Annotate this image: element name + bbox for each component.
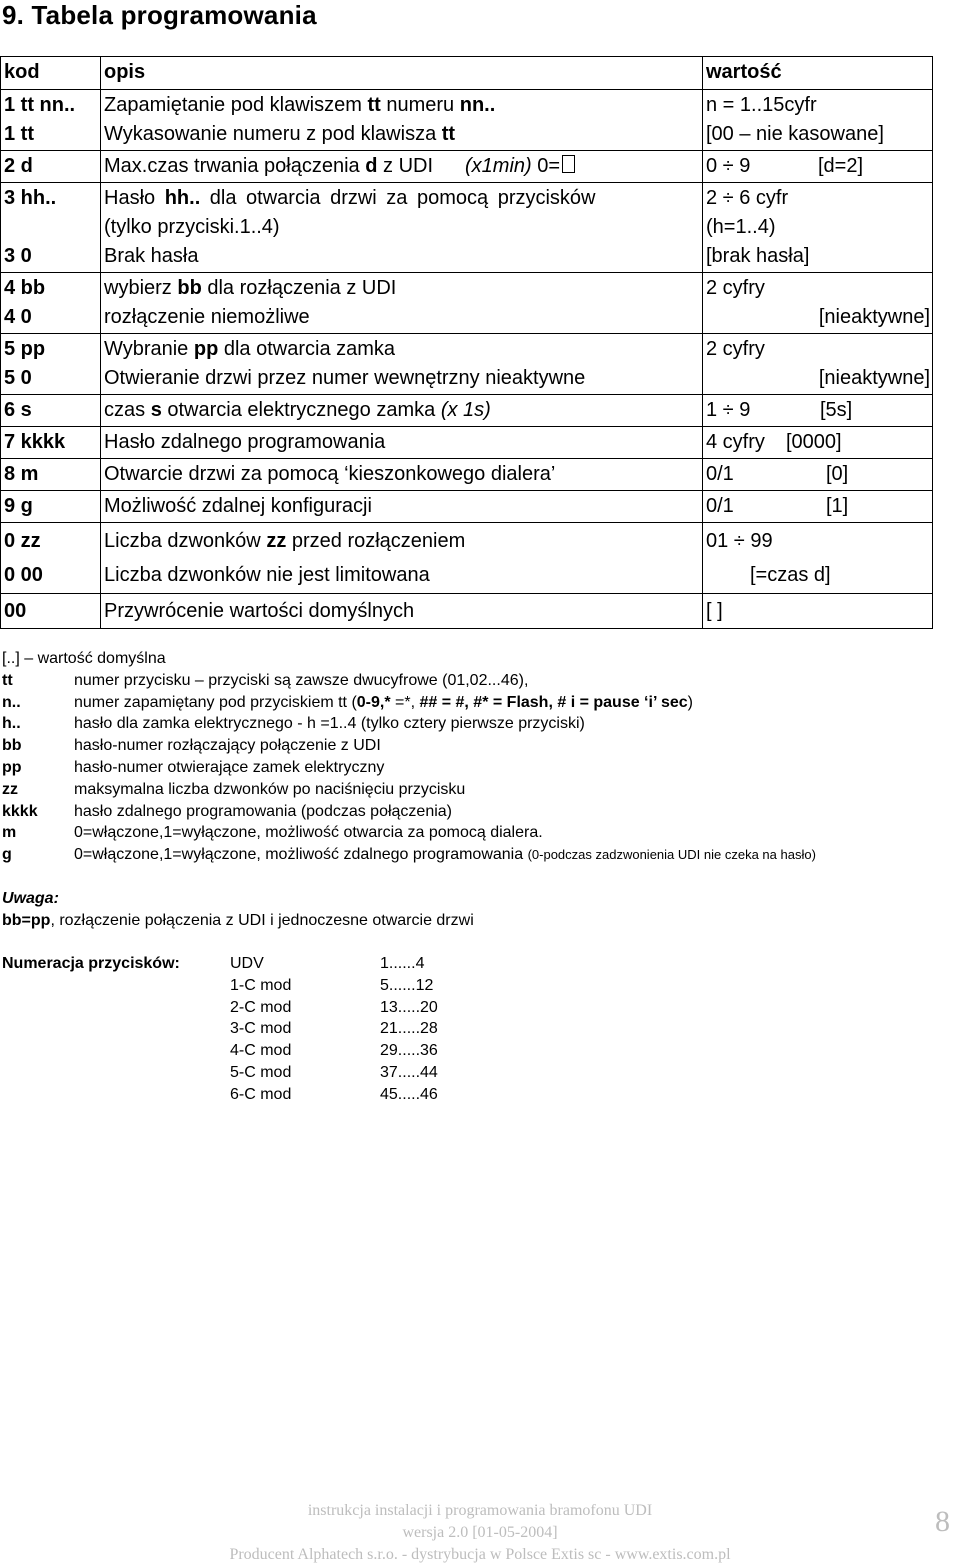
numbering-label bbox=[2, 1062, 230, 1084]
numbering-row bbox=[2, 953, 438, 975]
opis-line: wybierz bb dla rozłączenia z UDI bbox=[104, 277, 397, 299]
wartosc-text: [brak hasła] bbox=[706, 245, 810, 267]
page-number: 8 bbox=[935, 1505, 950, 1538]
wartosc-text: (h=1..4) bbox=[706, 216, 776, 238]
legend-row: pp hasło-numer otwierające zamek elektryczny bbox=[2, 758, 385, 776]
wartosc-cell: 1 ÷ 9 [5s] bbox=[703, 395, 933, 427]
button-range: 13.....20 bbox=[380, 998, 438, 1016]
numbering-label bbox=[2, 1084, 230, 1106]
wartosc-cell bbox=[703, 523, 933, 594]
opis-line: Liczba dzwonków nie jest limitowana bbox=[104, 564, 430, 586]
kod-text: 1 tt bbox=[4, 123, 34, 145]
opis-cell bbox=[101, 523, 703, 594]
kod-cell: 8 m bbox=[1, 459, 101, 491]
button-range: 29.....36 bbox=[380, 1042, 438, 1060]
kod-cell bbox=[1, 523, 101, 594]
table-row bbox=[1, 151, 933, 183]
wartosc-text: [nieaktywne] bbox=[818, 367, 930, 389]
numbering-row bbox=[2, 1062, 438, 1084]
table-row bbox=[1, 183, 933, 273]
button-range: 21.....28 bbox=[380, 1020, 438, 1038]
numbering-label bbox=[2, 975, 230, 997]
programming-table bbox=[0, 56, 933, 629]
kod-text: 0 zz bbox=[4, 530, 41, 552]
table-row bbox=[1, 594, 933, 629]
table-row bbox=[1, 395, 933, 427]
table-row bbox=[1, 427, 933, 459]
wartosc-cell: 0/1 [0] bbox=[703, 459, 933, 491]
opis-line: Hasło hh.. dla otwarcia drzwi za pomocą przycisków bbox=[104, 187, 596, 209]
kod-cell: 6 s bbox=[1, 395, 101, 427]
legend-row: zz maksymalna liczba dzwonków po naciśnięciu przycisku bbox=[2, 780, 466, 798]
table-header-row bbox=[1, 57, 933, 90]
opis-cell bbox=[101, 90, 703, 151]
table-row bbox=[1, 491, 933, 523]
legend-row: n.. numer zapamiętany pod przyciskiem tt (0-9,* =*, ## = #, #* = Flash, # i = pause ‘i’ sec) bbox=[2, 693, 693, 711]
legend-row: tt numer przycisku – przyciski są zawsze dwucyfrowe (01,02...46), bbox=[2, 671, 529, 689]
kod-text: 4 0 bbox=[4, 306, 32, 328]
kod-text: 4 bb bbox=[4, 277, 46, 299]
table-row bbox=[1, 523, 933, 594]
wartosc-cell bbox=[703, 334, 933, 395]
wartosc-text: n = 1..15cyfr bbox=[706, 94, 817, 116]
numbering-label: Numeracja przycisków: bbox=[2, 955, 180, 972]
legend-notes bbox=[2, 648, 816, 866]
kod-text: 0 00 bbox=[4, 564, 43, 586]
uwaga-title: Uwaga: bbox=[2, 890, 59, 907]
numbering-label bbox=[2, 1018, 230, 1040]
opis-line: (tylko przyciski.1..4) bbox=[104, 216, 280, 238]
wartosc-cell: 0/1 [1] bbox=[703, 491, 933, 523]
opis-cell bbox=[101, 273, 703, 334]
table-row bbox=[1, 90, 933, 151]
wartosc-text: [=czas d] bbox=[750, 564, 831, 586]
numbering-row bbox=[2, 997, 438, 1019]
numbering-row bbox=[2, 1040, 438, 1062]
header-kod: kod bbox=[1, 57, 101, 90]
kod-text: 1 tt nn.. bbox=[4, 94, 76, 116]
numbering-row bbox=[2, 1084, 438, 1106]
footer-line: instrukcja instalacji i programowania bramofonu UDI bbox=[307, 1502, 653, 1519]
kod-text: 5 pp bbox=[4, 338, 46, 360]
button-range: 1......4 bbox=[380, 955, 425, 972]
wartosc-text: [00 – nie kasowane] bbox=[706, 123, 884, 145]
opis-line: Liczba dzwonków zz przed rozłączeniem bbox=[104, 530, 466, 552]
wartosc-text: 2 cyfry bbox=[706, 277, 765, 299]
opis-cell: Max.czas trwania połączenia d z UDI (x1min) 0= bbox=[101, 151, 703, 183]
numbering-label bbox=[2, 997, 230, 1019]
wartosc-cell: 4 cyfry [0000] bbox=[703, 427, 933, 459]
button-range: 45.....46 bbox=[380, 1085, 438, 1103]
kod-cell bbox=[1, 334, 101, 395]
wartosc-text: [nieaktywne] bbox=[818, 306, 930, 328]
footer-line: wersja 2.0 [01-05-2004] bbox=[402, 1524, 558, 1541]
opis-cell: Otwarcie drzwi za pomocą ‘kieszonkowego dialera’ bbox=[101, 459, 703, 491]
numbering-row bbox=[2, 975, 438, 997]
button-numbering bbox=[2, 953, 438, 1106]
page-footer bbox=[150, 1500, 810, 1566]
infinity-box-icon bbox=[562, 155, 575, 173]
kod-text: 5 0 bbox=[4, 367, 32, 389]
opis-line: Otwieranie drzwi przez numer wewnętrzny nieaktywne bbox=[104, 367, 586, 389]
legend-row: h.. hasło dla zamka elektrycznego - h =1..4 (tylko cztery pierwsze przyciski) bbox=[2, 715, 585, 733]
kod-cell: 00 bbox=[1, 594, 101, 629]
module-name: UDV bbox=[230, 955, 264, 972]
button-range: 5......12 bbox=[380, 976, 434, 994]
table-row bbox=[1, 459, 933, 491]
kod-cell bbox=[1, 183, 101, 273]
wartosc-cell bbox=[703, 90, 933, 151]
kod-cell: 2 d bbox=[1, 151, 101, 183]
wartosc-cell bbox=[703, 183, 933, 273]
default-value-note: [..] – wartość domyślna bbox=[2, 650, 166, 667]
opis-line: Wykasowanie numeru z pod klawisza tt bbox=[104, 123, 456, 145]
section-heading: 9. Tabela programowania bbox=[2, 0, 317, 30]
opis-cell: Przywrócenie wartości domyślnych bbox=[101, 594, 703, 629]
kod-cell bbox=[1, 90, 101, 151]
opis-cell: Hasło zdalnego programowania bbox=[101, 427, 703, 459]
module-name: 1-C mod bbox=[230, 976, 292, 994]
wartosc-text: 2 ÷ 6 cyfr bbox=[706, 187, 789, 209]
legend-row: kkkk hasło zdalnego programowania (podczas połączenia) bbox=[2, 802, 453, 820]
legend-row: bb hasło-numer rozłączający połączenie z UDI bbox=[2, 737, 381, 755]
kod-text: 3 0 bbox=[4, 245, 32, 267]
opis-line: Wybranie pp dla otwarcia zamka bbox=[104, 338, 396, 360]
wartosc-cell bbox=[703, 273, 933, 334]
numbering-row bbox=[2, 1018, 438, 1040]
opis-line: Brak hasła bbox=[104, 245, 199, 267]
legend-row: g 0=włączone,1=wyłączone, możliwość zdalnego programowania (0-podczas zadzwonienia UDI nie czeka na hasło) bbox=[2, 846, 816, 864]
kod-text: 3 hh.. bbox=[4, 187, 57, 209]
module-name: 2-C mod bbox=[230, 998, 292, 1016]
wartosc-cell: [ ] bbox=[703, 594, 933, 629]
module-name: 4-C mod bbox=[230, 1042, 292, 1060]
wartosc-cell: 0 ÷ 9 [d=2] bbox=[703, 151, 933, 183]
uwaga-text: bb=pp, rozłączenie połączenia z UDI i jednoczesne otwarcie drzwi bbox=[2, 912, 474, 929]
module-name: 5-C mod bbox=[230, 1063, 292, 1081]
numbering-label bbox=[2, 1040, 230, 1062]
kod-cell: 9 g bbox=[1, 491, 101, 523]
wartosc-text: 2 cyfry bbox=[706, 338, 765, 360]
kod-cell bbox=[1, 273, 101, 334]
table-row bbox=[1, 273, 933, 334]
opis-line: Zapamiętanie pod klawiszem tt numeru nn.. bbox=[104, 94, 496, 116]
kod-cell: 7 kkkk bbox=[1, 427, 101, 459]
table-row bbox=[1, 334, 933, 395]
uwaga-note bbox=[2, 888, 474, 932]
wartosc-text: 01 ÷ 99 bbox=[706, 530, 773, 552]
opis-cell bbox=[101, 183, 703, 273]
opis-cell: Możliwość zdalnej konfiguracji bbox=[101, 491, 703, 523]
legend-row: m 0=włączone,1=wyłączone, możliwość otwarcia za pomocą dialera. bbox=[2, 824, 543, 842]
module-name: 3-C mod bbox=[230, 1020, 292, 1038]
button-range: 37.....44 bbox=[380, 1063, 438, 1081]
opis-line: rozłączenie niemożliwe bbox=[104, 306, 310, 328]
footer-line: Producent Alphatech s.r.o. - dystrybucja w Polsce Extis sc - www.extis.com.pl bbox=[229, 1546, 731, 1563]
header-wartosc: wartość bbox=[703, 57, 933, 90]
opis-cell: czas s otwarcia elektrycznego zamka (x 1s) bbox=[101, 395, 703, 427]
header-opis: opis bbox=[101, 57, 703, 90]
opis-cell bbox=[101, 334, 703, 395]
module-name: 6-C mod bbox=[230, 1085, 292, 1103]
